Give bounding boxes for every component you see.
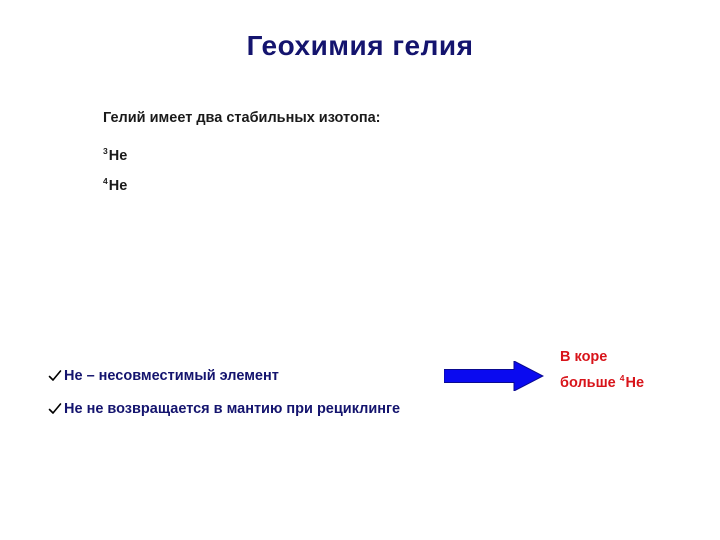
isotope-mass-number: 3 (103, 146, 108, 156)
right-arrow-icon (444, 361, 544, 391)
bullet-text: He – несовместимый элемент (64, 368, 279, 384)
checkmark-icon (48, 402, 62, 416)
isotope-symbol: He (108, 148, 128, 164)
intro-text: Гелий имеет два стабильных изотопа: (103, 110, 381, 126)
conclusion-line-1: В коре (560, 349, 608, 365)
conclusion-note (560, 347, 644, 394)
isotope-symbol: He (108, 178, 128, 194)
checkmark-icon (48, 369, 62, 383)
isotope-he3 (103, 146, 127, 164)
isotope-symbol: He (625, 375, 645, 391)
isotope-he4 (103, 176, 127, 194)
conclusion-line-2 (560, 368, 644, 394)
page-title: Геохимия гелия (246, 30, 474, 61)
isotope-mass-number: 4 (619, 373, 625, 383)
conclusion-prefix: больше (560, 375, 620, 391)
isotope-mass-number: 4 (103, 176, 108, 186)
bullet-item (48, 368, 279, 384)
bullet-item (48, 401, 400, 417)
bullet-text: He не возвращается в мантию при рециклинге (64, 401, 401, 417)
